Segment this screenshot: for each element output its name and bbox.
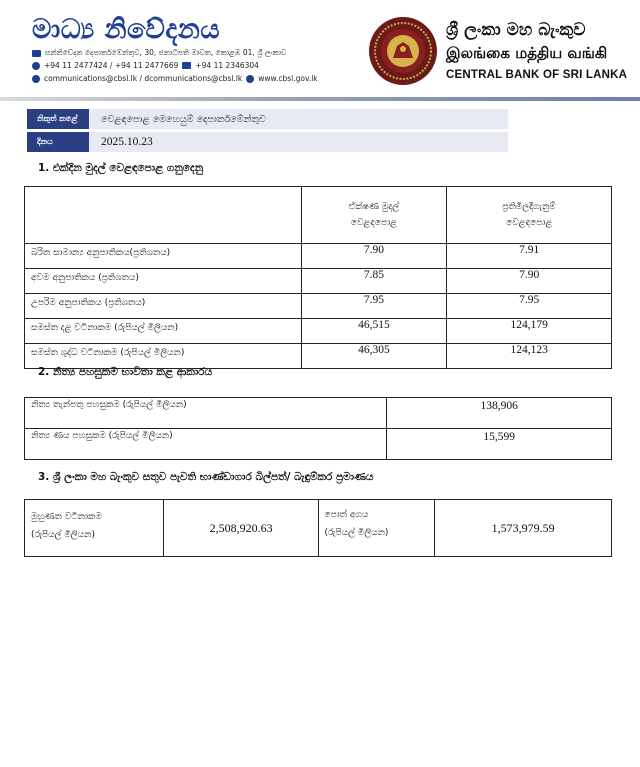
section-3-heading: 3. ශ්‍රී ලංකා මහ බැංකුව සතුව පැවති භාණ්ඩාගාර බිල්පත්/ බැඳුම්කර ප්‍රමාණය bbox=[38, 471, 374, 483]
call-value: 7.85 bbox=[301, 269, 447, 294]
address-line bbox=[32, 48, 286, 58]
issued-by-row bbox=[27, 109, 508, 129]
email-text[interactable]: communications@cbsl.lk / dcommunications@cbsl.lk bbox=[44, 74, 243, 83]
col-header-repo bbox=[447, 187, 612, 244]
website-text[interactable]: www.cbsl.gov.lk bbox=[258, 74, 318, 83]
issued-by-label: නිකුත් කළේ bbox=[27, 109, 89, 129]
book-value-label-line2: (රුපියල් මිලියන) bbox=[324, 528, 389, 538]
row-label: සමස්ත ශුද්ධ වටිනාකම (රුපියල් මිලියන) bbox=[25, 344, 302, 369]
table-row bbox=[25, 398, 612, 429]
repo-value: 124,123 bbox=[447, 344, 612, 369]
section-2-heading: 2. නිත්‍ය පහසුකම භාවිතා කළ ආකාරය bbox=[38, 366, 213, 378]
call-value: 7.90 bbox=[301, 244, 447, 269]
mail-icon bbox=[32, 50, 41, 57]
date-row bbox=[27, 132, 508, 152]
bank-name-tamil: இலங்கை மத்திய வங்கி bbox=[446, 44, 608, 62]
call-value: 46,305 bbox=[301, 344, 447, 369]
address-text: සන්නිවේදන දෙපාර්තමේන්තුව, 30, ජනාධිපති මාවත, කොළඹ 01, ශ්‍රී ලංකාව bbox=[45, 48, 287, 57]
overnight-money-market-table bbox=[24, 186, 612, 369]
table-row bbox=[25, 319, 612, 344]
issued-by-value: වෙළඳපොළ මෙහෙයුම් දෙපාර්තමේන්තුව bbox=[101, 113, 266, 125]
face-value: 2,508,920.63 bbox=[163, 500, 319, 557]
row-label: නිත්‍ය තැන්පතු පහසුකම (රුපියල් මිලියන) bbox=[25, 398, 387, 429]
face-value-label bbox=[25, 500, 164, 557]
date-label: දිනය bbox=[27, 132, 89, 152]
bank-name-sinhala: ශ්‍රී ලංකා මහ බැංකුව bbox=[446, 20, 586, 40]
call-value: 7.95 bbox=[301, 294, 447, 319]
repo-value: 124,179 bbox=[447, 319, 612, 344]
col-header-repo-line2: වෙළඳපොළ bbox=[506, 218, 553, 228]
book-value-label-line1: පොත් අගය bbox=[324, 510, 369, 520]
table-row bbox=[25, 429, 612, 460]
web-line bbox=[32, 74, 318, 83]
securities-holdings-table bbox=[24, 499, 612, 557]
col-header-call-line1: ඒක්ෂණ මුදල් bbox=[348, 202, 400, 212]
row-label: උපරිම අනුපාතිකය (ප්‍රතිශතය) bbox=[25, 294, 302, 319]
central-bank-seal-icon bbox=[368, 16, 438, 86]
repo-value: 7.95 bbox=[447, 294, 612, 319]
call-value: 46,515 bbox=[301, 319, 447, 344]
email-icon bbox=[32, 75, 40, 83]
globe-icon bbox=[246, 75, 254, 83]
fax-icon bbox=[182, 62, 191, 69]
section-1-heading: 1. එක්දින මුදල් වෙළඳපොළ ගනුදෙනු bbox=[38, 162, 204, 174]
phone-line bbox=[32, 61, 259, 70]
table-row bbox=[25, 244, 612, 269]
header-divider bbox=[0, 97, 640, 101]
table-header-row bbox=[25, 187, 612, 244]
row-label: සමස්ත දළ වටිනාකම (රුපියල් මිලියන) bbox=[25, 319, 302, 344]
row-label: අවම අනුපාතිකය (ප්‍රතිශතය) bbox=[25, 269, 302, 294]
table-row bbox=[25, 344, 612, 369]
press-release-header bbox=[0, 0, 640, 100]
bank-name-english: CENTRAL BANK OF SRI LANKA bbox=[446, 69, 628, 81]
standing-facility-table bbox=[24, 397, 612, 460]
date-value: 2025.10.23 bbox=[101, 136, 153, 148]
phone-icon bbox=[32, 62, 40, 70]
row-label: බරිත සාමාන්‍ය අනුපාතිකය(ප්‍රතිශතය) bbox=[25, 244, 302, 269]
book-value-label bbox=[319, 500, 435, 557]
repo-value: 7.90 bbox=[447, 269, 612, 294]
phone-text: +94 11 2477424 / +94 11 2477669 bbox=[44, 61, 179, 70]
facility-value: 138,906 bbox=[387, 398, 612, 429]
table-row bbox=[25, 269, 612, 294]
fax-text: +94 11 2346304 bbox=[195, 61, 259, 70]
face-value-label-line2: (රුපියල් මිලියන) bbox=[31, 530, 95, 540]
table-row bbox=[25, 294, 612, 319]
book-value: 1,573,979.59 bbox=[435, 500, 612, 557]
row-label: නිත්‍ය ණය පහසුකම (රුපියල් මිලියන) bbox=[25, 429, 387, 460]
table-row bbox=[25, 500, 612, 557]
repo-value: 7.91 bbox=[447, 244, 612, 269]
face-value-label-line1: මුහුණත වටිනාකම bbox=[31, 512, 102, 522]
col-header-repo-line1: ප්‍රතිමිලදීගැනුම් bbox=[502, 202, 556, 212]
press-release-title: මාධ්‍ය නිවේදනය bbox=[32, 14, 221, 45]
col-header-call-line2: වෙළඳපොළ bbox=[350, 218, 397, 228]
header-empty-cell bbox=[25, 187, 302, 244]
col-header-call-money bbox=[301, 187, 447, 244]
facility-value: 15,599 bbox=[387, 429, 612, 460]
